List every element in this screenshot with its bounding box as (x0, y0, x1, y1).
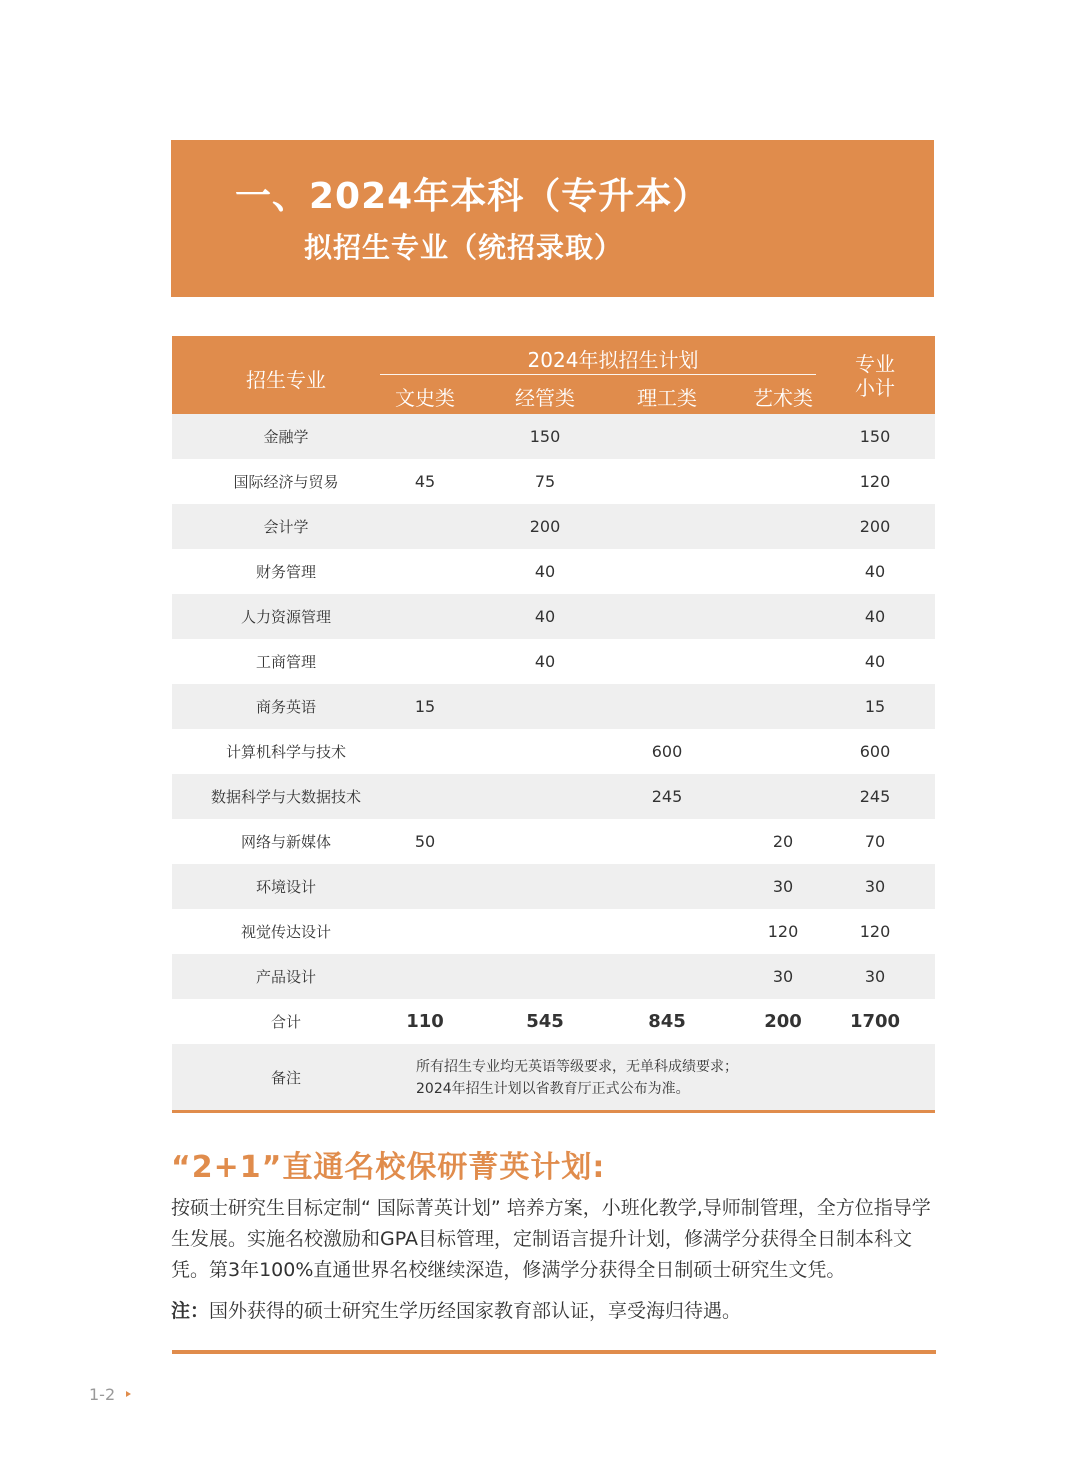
major-name: 产品设计 (255, 968, 316, 986)
subtotal-value: 120 (859, 472, 891, 491)
major-name: 会计学 (263, 518, 309, 536)
table-row (172, 549, 935, 594)
total-liberal-arts: 110 (406, 1011, 444, 1032)
page-number: 1-2 (89, 1385, 116, 1404)
science-value (612, 639, 722, 684)
business-value: 40 (534, 607, 556, 626)
section-divider (172, 1350, 936, 1354)
subtotal-value: 70 (864, 832, 886, 851)
header-subtotal-line1: 专业 (855, 352, 895, 376)
liberal-arts-value (370, 639, 480, 684)
header-divider (380, 374, 816, 375)
header-major: 招生专业 (246, 368, 326, 392)
subtotal-value: 120 (859, 922, 891, 941)
banner-title: 一、2024年本科（专升本） (235, 176, 710, 217)
science-value (612, 504, 722, 549)
header-subtotal (820, 352, 930, 400)
business-value: 200 (529, 517, 561, 536)
liberal-arts-value (370, 504, 480, 549)
science-value (612, 819, 722, 864)
table-row (172, 639, 935, 684)
science-value (612, 594, 722, 639)
business-value (490, 729, 600, 774)
subtotal-value: 40 (864, 652, 886, 671)
major-name: 视觉传达设计 (240, 923, 331, 941)
subtotal-value: 40 (864, 562, 886, 581)
liberal-arts-value (370, 729, 480, 774)
liberal-arts-value (370, 549, 480, 594)
liberal-arts-value (370, 954, 480, 999)
science-value (612, 909, 722, 954)
total-business: 545 (526, 1011, 564, 1032)
banner-subtitle: 拟招生专业（统招录取） (304, 231, 624, 264)
science-value (612, 549, 722, 594)
table-row (172, 909, 935, 954)
major-name: 国际经济与贸易 (233, 473, 339, 491)
total-subtotal: 1700 (849, 1011, 901, 1032)
table-row (172, 864, 935, 909)
business-value: 40 (534, 562, 556, 581)
liberal-arts-value (370, 909, 480, 954)
section-banner (171, 140, 934, 297)
table-row (172, 414, 935, 459)
major-name: 数据科学与大数据技术 (210, 788, 361, 806)
art-value: 30 (772, 877, 794, 896)
art-value: 30 (772, 967, 794, 986)
page-arrow-icon (126, 1391, 131, 1397)
liberal-arts-value (370, 864, 480, 909)
total-label: 合计 (270, 1013, 301, 1031)
header-subtotal-line2: 小计 (855, 376, 895, 400)
subtotal-value: 30 (864, 967, 886, 986)
subtotal-value: 245 (859, 787, 891, 806)
subtotal-value: 40 (864, 607, 886, 626)
major-name: 人力资源管理 (240, 608, 331, 626)
liberal-arts-value (370, 594, 480, 639)
business-value: 40 (534, 652, 556, 671)
table-row (172, 729, 935, 774)
enrollment-table (172, 336, 935, 1113)
table-row (172, 774, 935, 819)
business-value (490, 954, 600, 999)
subtotal-value: 30 (864, 877, 886, 896)
business-value (490, 909, 600, 954)
remark-label: 备注 (270, 1068, 301, 1087)
liberal-arts-value (370, 774, 480, 819)
science-value (612, 954, 722, 999)
liberal-arts-value: 15 (414, 697, 436, 716)
table-body (172, 414, 935, 999)
major-name: 网络与新媒体 (240, 833, 331, 851)
science-value (612, 414, 722, 459)
business-value (490, 684, 600, 729)
major-name: 工商管理 (255, 653, 316, 671)
major-name: 计算机科学与技术 (225, 743, 346, 761)
liberal-arts-value: 45 (414, 472, 436, 491)
note-label: 注： (171, 1300, 210, 1322)
table-row (172, 594, 935, 639)
subtotal-value: 200 (859, 517, 891, 536)
table-row (172, 684, 935, 729)
header-plan: 2024年拟招生计划 (527, 348, 699, 372)
science-value: 600 (651, 742, 683, 761)
plan-description: 按硕士研究生目标定制“ 国际菁英计划” 培养方案，小班化教学,导师制管理，全方位指导学生发展。实施名校激励和GPA目标管理，定制语言提升计划，修满学分获得全日制本科文凭。第3年100%直通世界名校继续深造，修满学分获得全日制硕士研究生文凭。 (171, 1197, 931, 1281)
art-value: 120 (767, 922, 799, 941)
science-value (612, 684, 722, 729)
header-category-science: 理工类 (637, 386, 697, 410)
table-total-row (172, 999, 935, 1044)
table-remark-row (172, 1044, 935, 1110)
business-value (490, 774, 600, 819)
business-value (490, 819, 600, 864)
table-row (172, 459, 935, 504)
remark-line-2: 2024年招生计划以省教育厅正式公布为准。 (416, 1081, 690, 1097)
science-value (612, 864, 722, 909)
total-art: 200 (764, 1011, 802, 1032)
business-value: 150 (529, 427, 561, 446)
plan-title: “2+1”直通名校保研菁英计划: (171, 1150, 606, 1185)
science-value (612, 459, 722, 504)
major-name: 商务英语 (255, 698, 316, 716)
subtotal-value: 600 (859, 742, 891, 761)
remark-line-1: 所有招生专业均无英语等级要求，无单科成绩要求； (416, 1059, 738, 1075)
major-name: 环境设计 (255, 878, 316, 896)
business-value (490, 864, 600, 909)
table-bottom-border (172, 1110, 935, 1113)
art-value: 20 (772, 832, 794, 851)
subtotal-value: 150 (859, 427, 891, 446)
science-value: 245 (651, 787, 683, 806)
table-row (172, 504, 935, 549)
total-science: 845 (648, 1011, 686, 1032)
liberal-arts-value (370, 414, 480, 459)
header-category-liberal-arts: 文史类 (395, 386, 455, 410)
header-category-art: 艺术类 (753, 386, 813, 410)
note-text: 国外获得的硕士研究生学历经国家教育部认证，享受海归待遇。 (209, 1300, 742, 1322)
remark-text (416, 1056, 738, 1100)
liberal-arts-value: 50 (414, 832, 436, 851)
header-category-business: 经管类 (515, 386, 575, 410)
table-header (172, 336, 935, 414)
table-row (172, 819, 935, 864)
major-name: 财务管理 (255, 563, 316, 581)
business-value: 75 (534, 472, 556, 491)
table-row (172, 954, 935, 999)
subtotal-value: 15 (864, 697, 886, 716)
major-name: 金融学 (263, 428, 309, 446)
plan-note (171, 1296, 741, 1323)
